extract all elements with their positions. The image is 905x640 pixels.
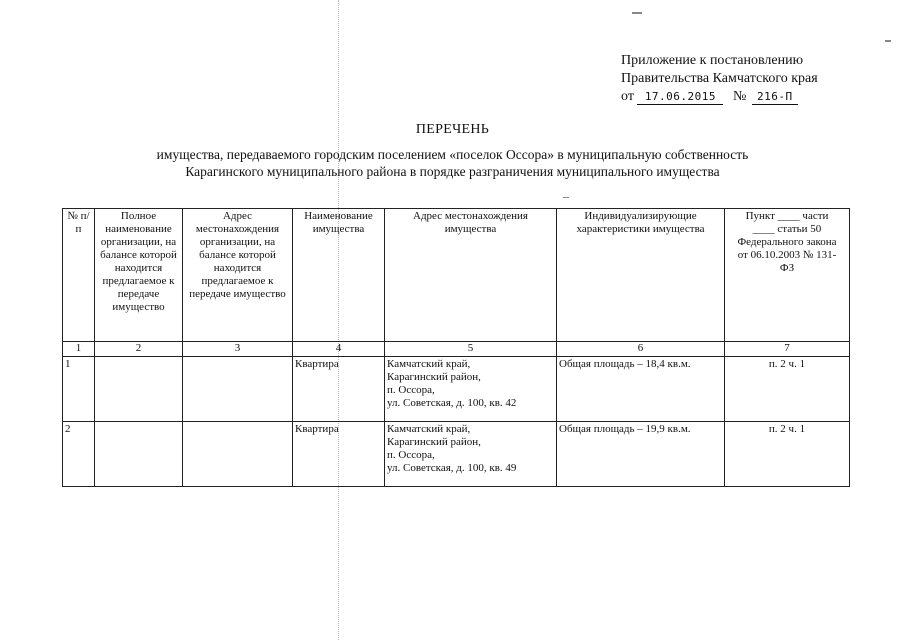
property-table [62,208,850,487]
column-number: 3 [183,342,293,357]
address-line: Камчатский край, [387,358,471,370]
address-cell [385,422,557,487]
clause-cell: п. 2 ч. 1 [725,422,850,487]
characteristics-cell: Общая площадь – 19,9 кв.м. [557,422,725,487]
scan-speck [563,197,569,198]
header-cell: Наименование имущества [293,209,385,342]
appendix-date-line [621,88,818,106]
table-row [63,357,850,422]
header-cell: Полное наименование организации, на балансе которой находится предлагаемое к передаче имущество [95,209,183,342]
date-prefix: от [621,89,634,104]
header-cell: Индивидуализирующие характеристики имущества [557,209,725,342]
appendix-line-1: Приложение к постановлению [621,53,804,68]
address-cell [385,357,557,422]
address-line: ул. Советская, д. 100, кв. 42 [387,397,517,409]
row-number: 1 [63,357,95,422]
subtitle-line-1: имущества, передаваемого городским поселением «поселок Оссора» в муниципальную собственность [156,147,749,162]
document-subtitle [0,146,905,180]
address-line: Карагинский район, [387,371,481,383]
column-number: 7 [725,342,850,357]
column-number-row [63,342,850,357]
address-line: Карагинский район, [387,436,481,448]
column-number: 6 [557,342,725,357]
number-value: 216-П [752,90,798,105]
column-number: 2 [95,342,183,357]
address-line: п. Оссора, [387,384,435,396]
header-cell: № п/п [63,209,95,342]
property-name-cell: Квартира [293,357,385,422]
scan-speck [885,40,891,42]
appendix-block [621,52,818,106]
column-number: 5 [385,342,557,357]
scan-speck [632,12,642,14]
org-address-cell [183,357,293,422]
column-number: 4 [293,342,385,357]
date-value: 17.06.2015 [637,90,723,105]
number-sign: № [732,89,747,104]
org-name-cell [95,357,183,422]
address-line: Камчатский край, [387,423,471,435]
org-name-cell [95,422,183,487]
org-address-cell [183,422,293,487]
header-cell: Адрес местонахождения организации, на балансе которой находится предлагаемое к передаче имущество [183,209,293,342]
appendix-line-2: Правительства Камчатского края [621,71,818,86]
table-row [63,422,850,487]
row-number: 2 [63,422,95,487]
header-cell: Пункт ____ части ____ статьи 50 Федерального закона от 06.10.2003 № 131-ФЗ [725,209,850,342]
document-title: ПЕРЕЧЕНЬ [415,122,490,137]
characteristics-cell: Общая площадь – 18,4 кв.м. [557,357,725,422]
clause-cell: п. 2 ч. 1 [725,357,850,422]
table-header-row [63,209,850,342]
header-cell: Адрес местонахождения имущества [385,209,557,342]
column-number: 1 [63,342,95,357]
property-name-cell: Квартира [293,422,385,487]
address-line: ул. Советская, д. 100, кв. 49 [387,462,517,474]
address-line: п. Оссора, [387,449,435,461]
subtitle-line-2: Карагинского муниципального района в порядке разграничения муниципального имущества [185,164,720,179]
